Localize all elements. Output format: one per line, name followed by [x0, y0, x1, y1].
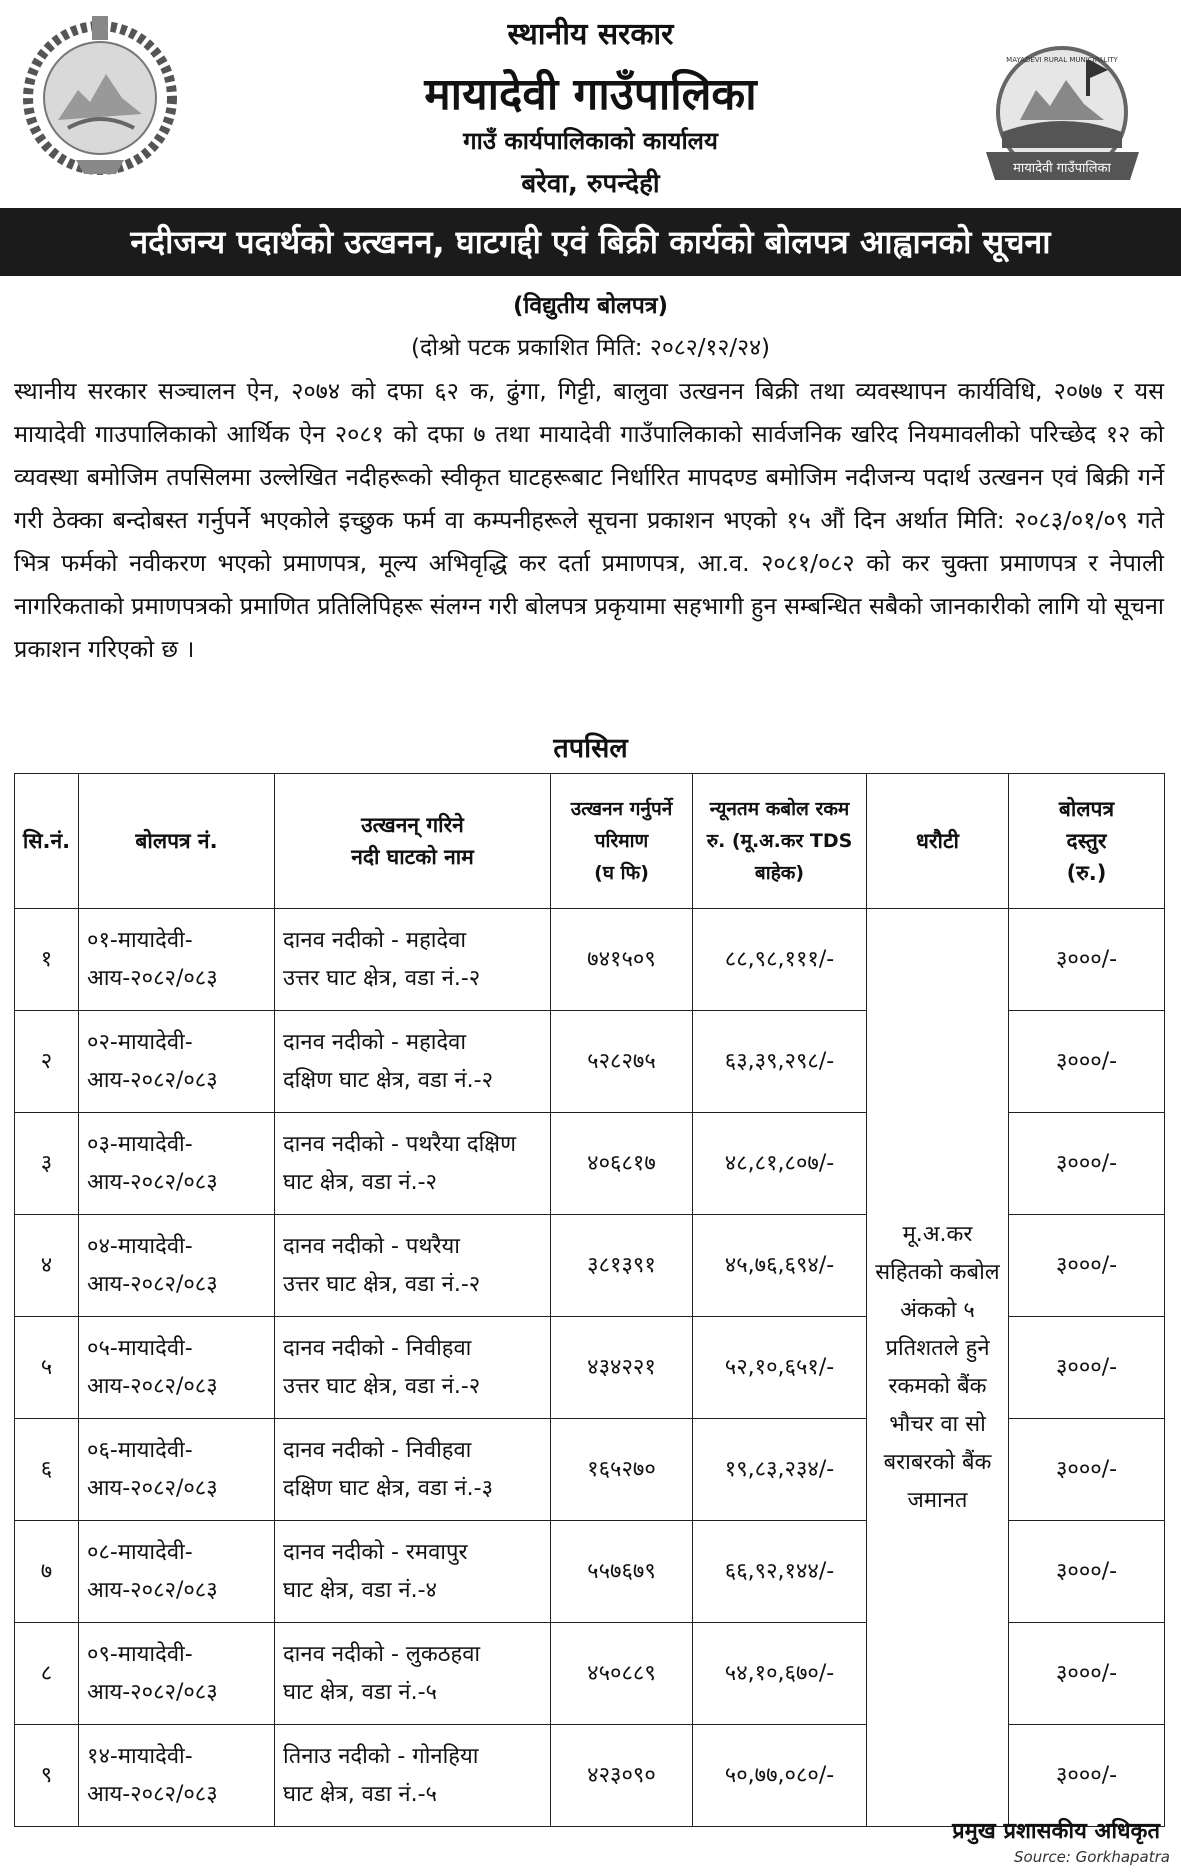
header-local-government: स्थानीय सरकार — [507, 17, 674, 52]
schedule-title: तपसिल — [553, 733, 628, 764]
cell-minimum-bid: ६३,३९,२९८/- — [693, 1011, 867, 1113]
cell-minimum-bid: १९,८३,२३४/- — [693, 1419, 867, 1521]
cell-bid-fee: ३०००/- — [1009, 1521, 1165, 1623]
header-sn: सि.नं. — [15, 774, 79, 909]
cell-bid-no: ०९-मायादेवी- आय-२०८२/०८३ — [79, 1623, 275, 1725]
cell-sn: ८ — [15, 1623, 79, 1725]
cell-quantity: ५५७६७९ — [551, 1521, 693, 1623]
cell-quantity: ७४१५०९ — [551, 909, 693, 1011]
cell-bid-fee: ३०००/- — [1009, 1725, 1165, 1827]
cell-site-name: तिनाउ नदीको - गोनहिया घाट क्षेत्र, वडा नं.-५ — [275, 1725, 551, 1827]
cell-bid-no: ०२-मायादेवी- आय-२०८२/०८३ — [79, 1011, 275, 1113]
cell-minimum-bid: ४८,८१,८०७/- — [693, 1113, 867, 1215]
cell-site-name: दानव नदीको - रमवापुर घाट क्षेत्र, वडा नं.-४ — [275, 1521, 551, 1623]
logo-arc-text: MAYADEVI RURAL MUNICIPALITY — [1006, 56, 1118, 64]
cell-bid-fee: ३०००/- — [1009, 909, 1165, 1011]
cell-quantity: ५२८२७५ — [551, 1011, 693, 1113]
cell-sn: ३ — [15, 1113, 79, 1215]
cell-bid-no: ०८-मायादेवी- आय-२०८२/०८३ — [79, 1521, 275, 1623]
header-municipality-name: मायादेवी गाउँपालिका — [424, 69, 757, 120]
cell-bid-fee: ३०००/- — [1009, 1113, 1165, 1215]
header-deposit: धरौटी — [867, 774, 1009, 909]
cell-bid-fee: ३०००/- — [1009, 1623, 1165, 1725]
signatory-title: प्रमुख प्रशासकीय अधिकृत — [952, 1819, 1160, 1844]
cell-sn: २ — [15, 1011, 79, 1113]
cell-minimum-bid: ६६,९२,१४४/- — [693, 1521, 867, 1623]
cell-bid-fee: ३०००/- — [1009, 1419, 1165, 1521]
notice-subtitle-publish-date: (दोश्रो पटक प्रकाशित मिति: २०८२/१२/२४) — [410, 335, 771, 361]
cell-bid-no: ०४-मायादेवी- आय-२०८२/०८३ — [79, 1215, 275, 1317]
notice-header — [0, 0, 1181, 205]
header-bid-no: बोलपत्र नं. — [79, 774, 275, 909]
cell-sn: ६ — [15, 1419, 79, 1521]
cell-minimum-bid: ८८,९८,१११/- — [693, 909, 867, 1011]
cell-bid-no: ०३-मायादेवी- आय-२०८२/०८३ — [79, 1113, 275, 1215]
cell-minimum-bid: ५०,७७,०८०/- — [693, 1725, 867, 1827]
cell-quantity: १६५२७० — [551, 1419, 693, 1521]
header-address: बरेवा, रुपन्देही — [521, 169, 660, 199]
table-row — [15, 909, 1165, 1011]
cell-quantity: ३८१३९१ — [551, 1215, 693, 1317]
logo-banner-text: मायादेवी गाउँपालिका — [1013, 161, 1111, 176]
cell-minimum-bid: ५२,१०,६५१/- — [693, 1317, 867, 1419]
cell-sn: ४ — [15, 1215, 79, 1317]
cell-sn: १ — [15, 909, 79, 1011]
tender-table — [14, 773, 1165, 1827]
cell-deposit: मू.अ.कर सहितको कबोल अंकको ५ प्रतिशतले हुने रकमको बैंक भौचर वा सो बराबरको बैंक जमानत — [867, 909, 1009, 1827]
cell-site-name: दानव नदीको - निवीहवा दक्षिण घाट क्षेत्र, वडा नं.-३ — [275, 1419, 551, 1521]
cell-site-name: दानव नदीको - निवीहवा उत्तर घाट क्षेत्र, वडा नं.-२ — [275, 1317, 551, 1419]
cell-minimum-bid: ४५,७६,६९४/- — [693, 1215, 867, 1317]
source-credit: Source: Gorkhapatra — [1014, 1848, 1170, 1866]
notice-body: स्थानीय सरकार सञ्चालन ऐन, २०७४ को दफा ६२ क, ढुंगा, गिट्टी, बालुवा उत्खनन बिक्री तथा व्यवस्थापन कार्यविधि, २०७७ र यस मायादेवी गाउपालिकाको आर्थिक ऐन २०८१ को दफा ७ तथा मायादेवी गाउँपालिकाको सार्वजनिक खरिद नियमावलीको परिच्छेद १२ को व्यवस्था बमोजिम तपसिलमा उल्लेखित नदीहरूको स्वीकृत घाटहरूबाट निर्धारित मापदण्ड बमोजिम नदीजन्य पदार्थ उत्खनन एवं बिक्री गर्ने गरी ठेक्का बन्दोबस्त गर्नुपर्ने भएकोले इच्छुक फर्म वा कम्पनीहरूले सूचना प्रकाशन भएको १५ औं दिन अर्थात मिति: २०८३/०१/०९ गते भित्र फर्मको नवीकरण भएको प्रमाणपत्र, मूल्य अभिवृद्धि कर दर्ता प्रमाणपत्र, आ.व. २०८१/०८२ को कर चुक्ता प्रमाणपत्र र नेपाली नागरिकताको प्रमाणपत्रको प्रमाणित प्रतिलिपिहरू संलग्न गरी बोलपत्र प्रकृयामा सहभागी हुन सम्बन्धित सबैको जानकारीको लागि यो सूचना प्रकाशन गरिएको छ । — [14, 377, 1164, 663]
header-site-name: उत्खनन् गरिने नदी घाटको नाम — [275, 774, 551, 909]
header-quantity: उत्खनन गर्नुपर्ने परिमाण (घ फि) — [551, 774, 693, 909]
cell-quantity: ४३४२२१ — [551, 1317, 693, 1419]
cell-bid-fee: ३०००/- — [1009, 1215, 1165, 1317]
cell-sn: ७ — [15, 1521, 79, 1623]
header-bid-fee: बोलपत्र दस्तुर (रु.) — [1009, 774, 1165, 909]
table-header-row — [15, 774, 1165, 909]
header-office-name: गाउँ कार्यपालिकाको कार्यालय — [463, 127, 718, 155]
cell-sn: ५ — [15, 1317, 79, 1419]
cell-bid-no: ०६-मायादेवी- आय-२०८२/०८३ — [79, 1419, 275, 1521]
cell-site-name: दानव नदीको - महादेवा दक्षिण घाट क्षेत्र, वडा नं.-२ — [275, 1011, 551, 1113]
cell-site-name: दानव नदीको - महादेवा उत्तर घाट क्षेत्र, वडा नं.-२ — [275, 909, 551, 1011]
cell-quantity: ४५०८८९ — [551, 1623, 693, 1725]
cell-bid-no: ०५-मायादेवी- आय-२०८२/०८३ — [79, 1317, 275, 1419]
notice-subtitle-electronic: (विद्युतीय बोलपत्र) — [512, 293, 669, 319]
notice-title: नदीजन्य पदार्थको उत्खनन, घाटगद्दी एवं बिक्री कार्यको बोलपत्र आह्वानको सूचना — [0, 208, 1181, 276]
cell-site-name: दानव नदीको - पथरैया दक्षिण घाट क्षेत्र, वडा नं.-२ — [275, 1113, 551, 1215]
cell-bid-fee: ३०००/- — [1009, 1317, 1165, 1419]
cell-minimum-bid: ५४,१०,६७०/- — [693, 1623, 867, 1725]
cell-bid-no: ०१-मायादेवी- आय-२०८२/०८३ — [79, 909, 275, 1011]
cell-sn: ९ — [15, 1725, 79, 1827]
cell-bid-fee: ३०००/- — [1009, 1011, 1165, 1113]
header-minimum-bid: न्यूनतम कबोल रकम रु. (मू.अ.कर TDS बाहेक) — [693, 774, 867, 909]
cell-quantity: ४२३०९० — [551, 1725, 693, 1827]
municipality-logo-icon — [980, 40, 1145, 190]
cell-quantity: ४०६८१७ — [551, 1113, 693, 1215]
cell-site-name: दानव नदीको - लुकठहवा घाट क्षेत्र, वडा नं.-५ — [275, 1623, 551, 1725]
cell-bid-no: १४-मायादेवी- आय-२०८२/०८३ — [79, 1725, 275, 1827]
cell-site-name: दानव नदीको - पथरैया उत्तर घाट क्षेत्र, वडा नं.-२ — [275, 1215, 551, 1317]
